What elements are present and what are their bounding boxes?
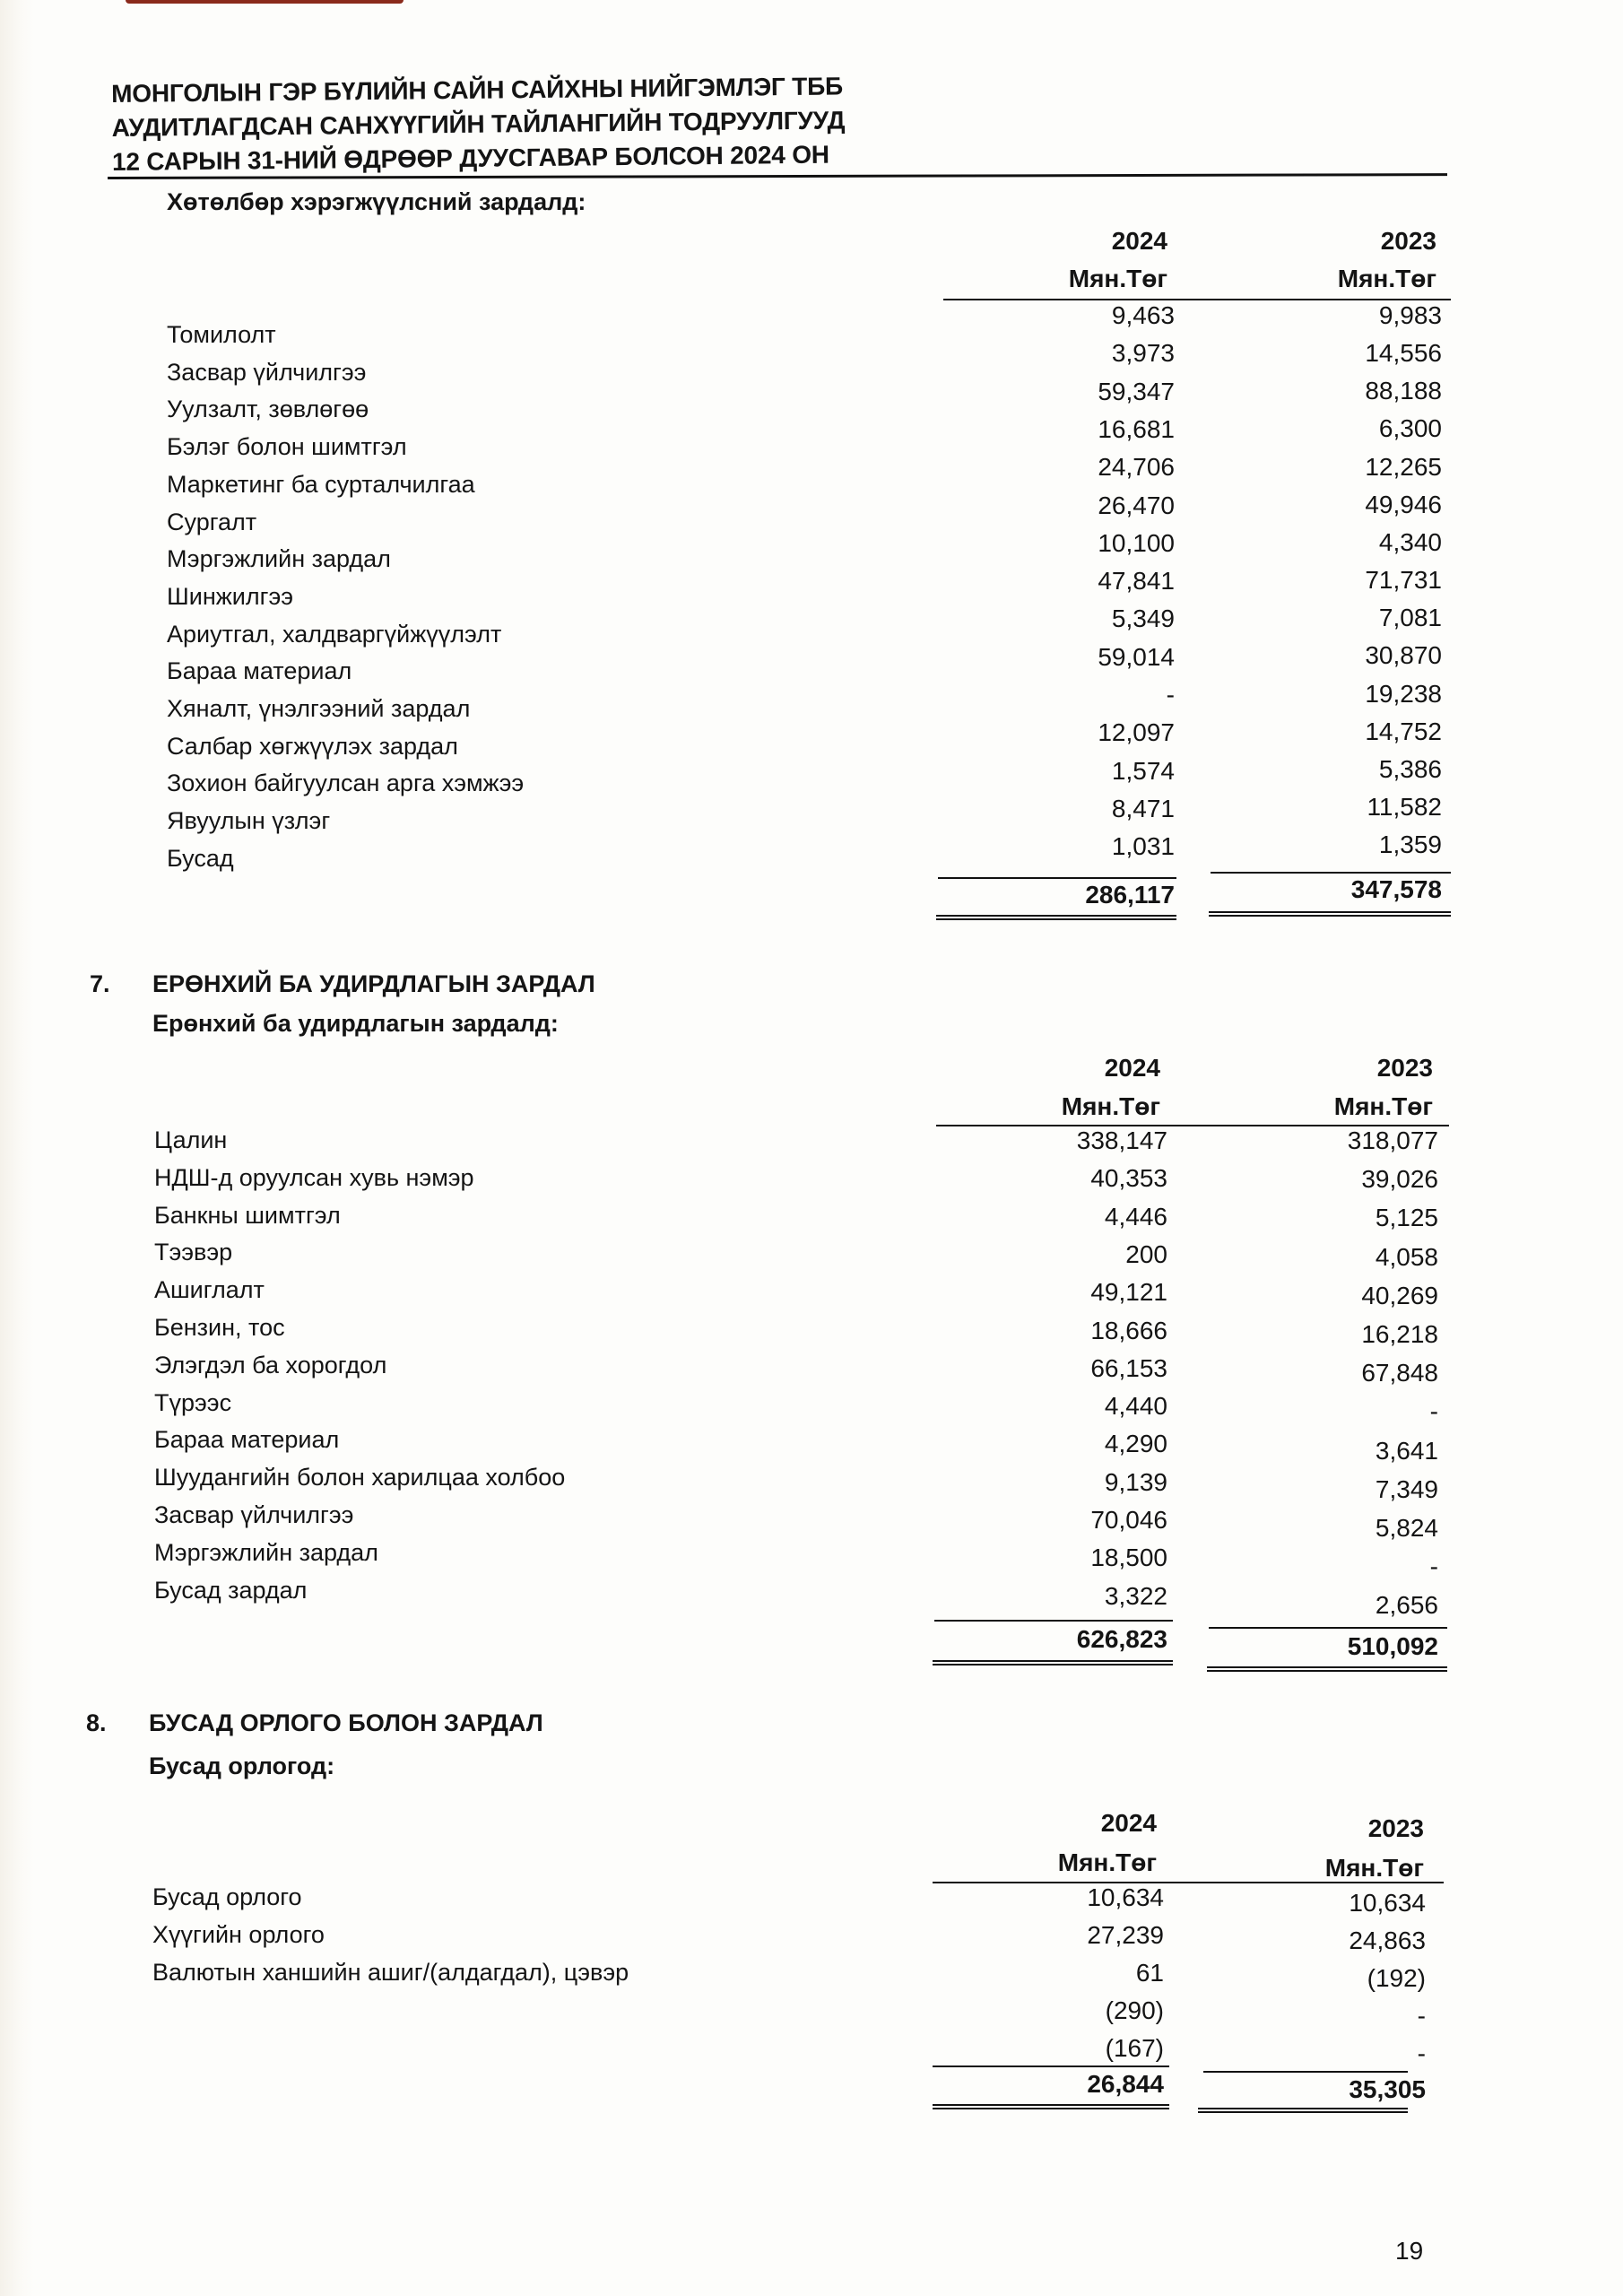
- value-2023: 7,081: [1378, 604, 1442, 632]
- s7-total-double-rule-2024: [933, 1660, 1173, 1665]
- row-label: Банкны шимтгэл: [154, 1201, 341, 1229]
- total-double-rule-2023: [1209, 911, 1451, 917]
- row-label: Ашиглалт: [154, 1276, 265, 1304]
- value-2024: 16,681: [1098, 414, 1175, 443]
- row-label: Бензин, тос: [154, 1314, 285, 1341]
- row-label: Сургалт: [167, 508, 257, 535]
- value-2023: 2,656: [1375, 1591, 1438, 1620]
- value-2024: (290): [1105, 1996, 1164, 2024]
- header-org-name: МОНГОЛЫН ГЭР БҮЛИЙН САЙН САЙХНЫ НИЙГЭМЛЭГ ТББ: [111, 72, 844, 108]
- section-7-subtitle: Ерөнхий ба удирдлагын зардалд:: [152, 1010, 559, 1037]
- header-underline: [943, 299, 1451, 300]
- value-2023: 30,870: [1365, 641, 1442, 670]
- value-2024: 3,973: [1111, 339, 1175, 368]
- value-2024: (167): [1105, 2034, 1164, 2062]
- section-8-number: 8.: [86, 1709, 107, 1736]
- value-2024: 66,153: [1090, 1353, 1167, 1382]
- value-2023: 16,218: [1361, 1320, 1438, 1348]
- total-double-rule-2024: [936, 915, 1176, 920]
- s7-total-double-rule-2023: [1207, 1666, 1447, 1672]
- row-label: Маркетинг ба сурталчилгаа: [167, 470, 475, 498]
- value-2024: 59,347: [1098, 377, 1175, 405]
- row-label: Ариутгал, халдваргүйжүүлэлт: [167, 620, 502, 648]
- page-edge-shadow: [0, 0, 34, 2296]
- col-header-2024: 2024: [1111, 227, 1167, 255]
- subtotal-rule-2024: [938, 877, 1176, 879]
- value-2023: 5,386: [1378, 754, 1442, 783]
- value-2024: 40,353: [1090, 1164, 1167, 1193]
- s8-total-double-rule-2024: [933, 2104, 1169, 2109]
- value-2023: 9,983: [1378, 301, 1442, 329]
- section-7-number: 7.: [90, 970, 110, 997]
- value-2023: 11,582: [1367, 792, 1442, 821]
- value-2023: 67,848: [1361, 1359, 1438, 1387]
- row-label: Томилолт: [167, 321, 276, 348]
- header-report-title: АУДИТЛАГДСАН САНХҮҮГИЙН ТАЙЛАНГИЙН ТОДРУУЛГУУД: [111, 106, 846, 142]
- section-7-title: ЕРӨНХИЙ БА УДИРДЛАГЫН ЗАРДАЛ: [152, 970, 595, 997]
- value-2024: 59,014: [1098, 642, 1175, 671]
- value-2023: 12,265: [1365, 452, 1442, 481]
- value-2023: -: [1429, 1552, 1438, 1581]
- value-2023: 5,125: [1375, 1204, 1438, 1232]
- total-2023: 347,578: [1350, 875, 1442, 903]
- value-2023: -: [1417, 2002, 1426, 2030]
- value-2023: 6,300: [1378, 414, 1442, 443]
- value-2024: 26,470: [1098, 491, 1175, 519]
- row-label: Мэргэжлийн зардал: [154, 1538, 378, 1566]
- value-2024: 49,121: [1090, 1278, 1167, 1307]
- value-2023: 71,731: [1365, 566, 1442, 595]
- s8-col-header-2024: 2024: [1100, 1809, 1157, 1837]
- s7-col-header-2024: 2024: [1104, 1054, 1160, 1082]
- value-2024: 10,634: [1087, 1883, 1164, 1911]
- row-label: Бусад зардал: [154, 1576, 308, 1604]
- value-2023: 49,946: [1365, 490, 1442, 518]
- value-2023: 19,238: [1365, 679, 1442, 708]
- s7-col-header-2023: 2023: [1376, 1054, 1433, 1082]
- value-2023: 318,077: [1347, 1126, 1438, 1154]
- value-2023: 7,349: [1375, 1474, 1438, 1503]
- value-2023: 5,824: [1375, 1514, 1438, 1542]
- value-2024: 27,239: [1087, 1921, 1164, 1949]
- value-2024: 9,463: [1111, 301, 1175, 329]
- s8-total-2024: 26,844: [1087, 2070, 1164, 2098]
- value-2023: 40,269: [1361, 1281, 1438, 1309]
- s8-subtotal-rule-2024: [933, 2066, 1169, 2067]
- row-label: Бараа материал: [154, 1426, 340, 1454]
- header-period: 12 САРЫН 31-НИЙ ӨДРӨӨР ДУУСГАВАР БОЛСОН 2024 ОН: [111, 140, 830, 176]
- row-label: Мэргэжлийн зардал: [167, 545, 391, 573]
- value-2023: (192): [1367, 1964, 1426, 1992]
- value-2023: 88,188: [1365, 377, 1442, 405]
- value-2024: 47,841: [1098, 567, 1175, 596]
- value-2024: 8,471: [1111, 794, 1175, 822]
- value-2023: 1,359: [1378, 831, 1442, 859]
- row-label: Бараа материал: [167, 657, 352, 685]
- value-2023: 4,340: [1378, 527, 1442, 556]
- section-8-title: БУСАД ОРЛОГО БОЛОН ЗАРДАЛ: [149, 1709, 543, 1736]
- binder-tab: [126, 0, 404, 4]
- value-2024: -: [1166, 681, 1175, 709]
- row-label: Тээвэр: [154, 1239, 233, 1266]
- s7-total-2023: 510,092: [1347, 1632, 1438, 1660]
- value-2024: 5,349: [1111, 604, 1175, 633]
- row-label: Цалин: [154, 1126, 228, 1153]
- value-2023: 4,058: [1375, 1242, 1438, 1271]
- s8-col-unit-2024: Мян.Төг: [1057, 1848, 1157, 1876]
- col-unit-2023: Мян.Төг: [1337, 265, 1436, 292]
- s7-total-2024: 626,823: [1076, 1625, 1167, 1653]
- row-label: Валютын ханшийн ашиг/(алдагдал), цэвэр: [152, 1959, 629, 1986]
- row-label: Зохион байгуулсан арга хэмжээ: [167, 770, 525, 797]
- value-2023: 14,556: [1365, 339, 1442, 368]
- s8-col-header-2023: 2023: [1367, 1814, 1424, 1842]
- row-label: Түрээс: [154, 1388, 232, 1416]
- s8-total-2023: 35,305: [1349, 2075, 1426, 2103]
- row-label: Засвар үйлчилгээ: [154, 1501, 354, 1528]
- value-2024: 70,046: [1090, 1506, 1167, 1534]
- s8-col-unit-2023: Мян.Төг: [1324, 1854, 1424, 1882]
- col-unit-2024: Мян.Төг: [1068, 265, 1167, 292]
- value-2023: -: [1429, 1397, 1438, 1426]
- s7-col-unit-2024: Мян.Төг: [1061, 1092, 1160, 1120]
- value-2023: 3,641: [1375, 1436, 1438, 1465]
- row-label: Шуудангийн болон харилцаа холбоо: [154, 1464, 566, 1492]
- value-2023: 14,752: [1365, 717, 1442, 745]
- row-label: Бусад: [167, 844, 234, 872]
- value-2024: 24,706: [1098, 453, 1175, 482]
- row-label: Хүүгийн орлого: [152, 1921, 325, 1948]
- row-label: Засвар үйлчилгээ: [167, 358, 367, 386]
- subtotal-rule-2023: [1211, 872, 1451, 874]
- row-label: Элэгдэл ба хорогдол: [154, 1351, 387, 1378]
- s8-total-double-rule-2023: [1198, 2108, 1408, 2113]
- s7-col-unit-2023: Мян.Төг: [1333, 1092, 1433, 1120]
- value-2024: 9,139: [1104, 1467, 1167, 1496]
- value-2024: 200: [1125, 1239, 1167, 1268]
- s8-subtotal-rule-2023: [1203, 2071, 1408, 2073]
- value-2024: 10,100: [1098, 528, 1175, 557]
- value-2024: 1,031: [1111, 832, 1175, 861]
- value-2024: 18,500: [1090, 1544, 1167, 1572]
- s7-subtotal-rule-2024: [934, 1620, 1173, 1622]
- value-2024: 4,446: [1104, 1202, 1167, 1231]
- value-2024: 338,147: [1076, 1126, 1167, 1154]
- row-label: Явуулын үзлэг: [167, 807, 331, 835]
- value-2023: 24,863: [1349, 1926, 1426, 1954]
- row-label: Уулзалт, зөвлөгөө: [167, 396, 369, 423]
- value-2024: 18,666: [1090, 1316, 1167, 1344]
- row-label: Хяналт, үнэлгээний зардал: [167, 695, 471, 722]
- program-expenses-subtitle: Хөтөлбөр хэрэгжүүлсний зардалд:: [167, 188, 586, 215]
- row-label: Бусад орлого: [152, 1883, 302, 1910]
- value-2023: -: [1417, 2039, 1426, 2067]
- value-2024: 4,440: [1104, 1392, 1167, 1421]
- total-2024: 286,117: [1085, 881, 1175, 909]
- row-label: Салбар хөгжүүлэх зардал: [167, 732, 458, 760]
- value-2024: 3,322: [1104, 1581, 1167, 1610]
- col-header-2023: 2023: [1380, 227, 1436, 255]
- document-header: [111, 69, 919, 179]
- section-8-subtitle: Бусад орлогод:: [149, 1752, 335, 1779]
- value-2023: 10,634: [1349, 1889, 1426, 1917]
- value-2024: 4,290: [1104, 1430, 1167, 1458]
- row-label: Шинжилгээ: [167, 582, 294, 610]
- s7-subtotal-rule-2023: [1209, 1627, 1447, 1629]
- value-2024: 12,097: [1098, 718, 1175, 747]
- row-label: НДШ-д оруулсан хувь нэмэр: [154, 1163, 474, 1191]
- value-2024: 1,574: [1111, 756, 1175, 785]
- value-2023: 39,026: [1361, 1165, 1438, 1194]
- page-number: 19: [1395, 2237, 1424, 2265]
- row-label: Бэлэг болон шимтгэл: [167, 433, 407, 461]
- value-2024: 61: [1135, 1959, 1164, 1987]
